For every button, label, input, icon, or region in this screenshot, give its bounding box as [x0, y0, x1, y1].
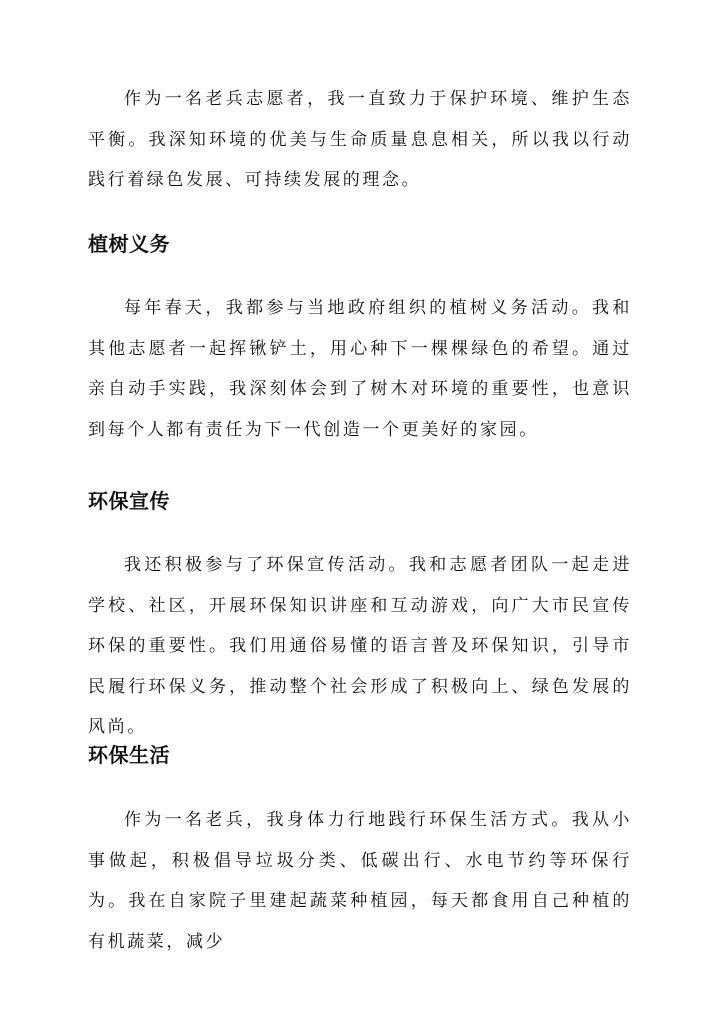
section-body-tree-planting: 每年春天，我都参与当地政府组织的植树义务活动。我和其他志愿者一起挥锹铲土，用心种下一棵棵绿色的希望。通过亲自动手实践，我深刻体会到了树木对环境的重要性，也意识到每个人都有责任为下一代创造一个更美好的家园。 — [88, 298, 632, 440]
section-heading-environmental-promotion: 环保宣传 — [88, 489, 170, 513]
section-body-green-living: 作为一名老兵，我身体力行地践行环保生活方式。我从小事做起，积极倡导垃圾分类、低碳出行、水电节约等环保行为。我在自家院子里建起蔬菜种植园，每天都食用自己种植的有机蔬菜，减少 — [88, 810, 632, 952]
section-body-environmental-promotion: 我还积极参与了环保宣传活动。我和志愿者团队一起走进学校、社区，开展环保知识讲座和互动游戏，向广大市民宣传环保的重要性。我们用通俗易懂的语言普及环保知识，引导市民履行环保义务，推动整个社会形成了积极向上、绿色发展的风尚。 — [88, 555, 632, 737]
section-heading-green-living: 环保生活 — [88, 743, 170, 767]
intro-paragraph: 作为一名老兵志愿者，我一直致力于保护环境、维护生态平衡。我深知环境的优美与生命质量息息相关，所以我以行动践行着绿色发展、可持续发展的理念。 — [88, 89, 632, 190]
section-heading-tree-planting: 植树义务 — [88, 232, 170, 256]
